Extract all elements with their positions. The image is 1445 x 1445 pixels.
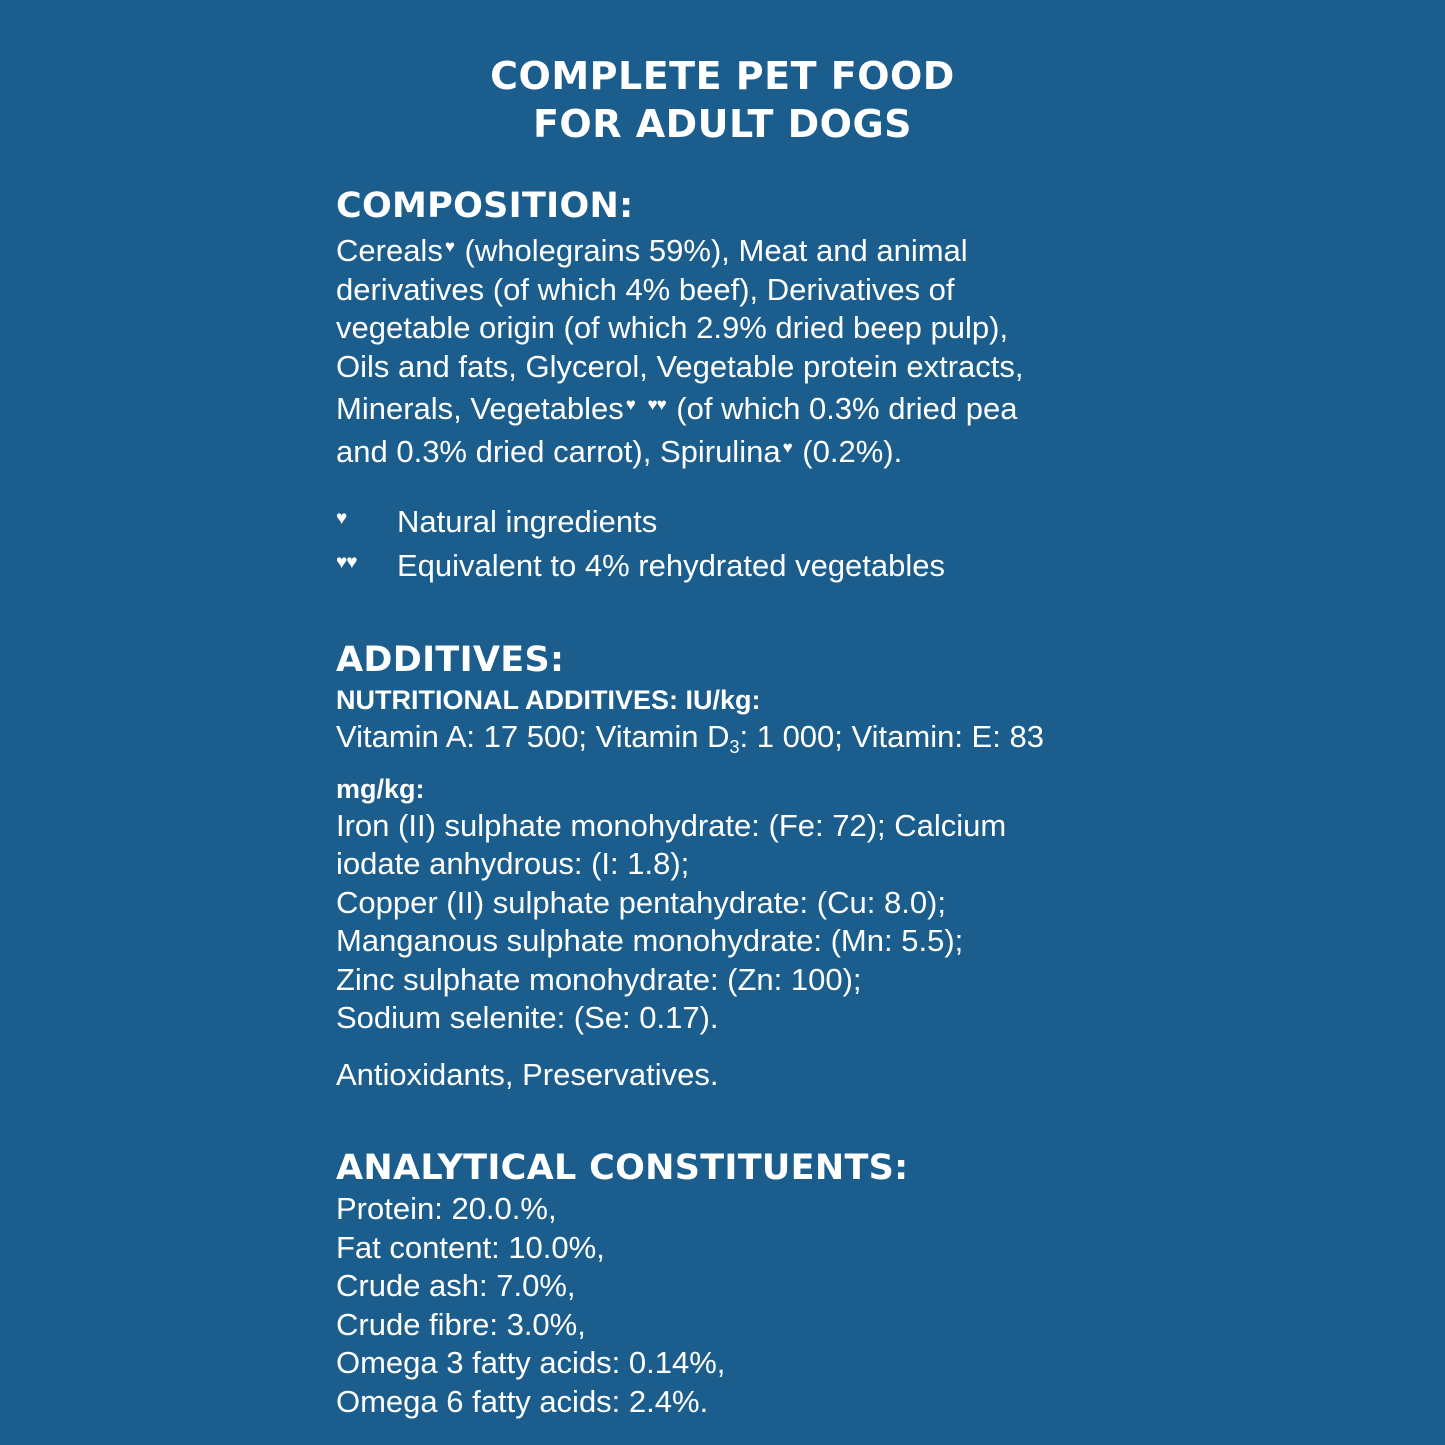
heart-icon: ♥	[625, 395, 635, 414]
nutritional-additives-heading: NUTRITIONAL ADDITIVES: IU/kg:	[336, 685, 761, 715]
page-title	[0, 52, 1445, 148]
mgkg-line: Copper (II) sulphate pentahydrate: (Cu: 8.0);	[336, 884, 946, 920]
footnote-text: Equivalent to 4% rehydrated vegetables	[397, 547, 946, 583]
mgkg-line: iodate anhydrous: (I: 1.8);	[336, 846, 690, 881]
composition-line: Minerals, Vegetables ♥ ♥♥ (of which 0.3% dried pea	[336, 386, 1336, 429]
footnotes	[336, 503, 1336, 590]
double-heart-icon: ♥♥	[336, 551, 357, 573]
mgkg-line: Zinc sulphate monohydrate: (Zn: 100);	[336, 961, 862, 997]
title-line-1: COMPLETE PET FOOD	[490, 54, 955, 98]
footnote-natural	[336, 503, 1336, 547]
analytical-heading: ANALYTICAL CONSTITUENTS:	[336, 1148, 909, 1188]
vitamins-line: Vitamin A: 17 500; Vitamin $D_3$: 1 000; Vitamin: E: 83	[336, 719, 1044, 757]
composition-line: Cereals ♥ (wholegrains 59%), Meat and animal	[336, 228, 1336, 271]
additives-heading: ADDITIVES:	[336, 640, 565, 680]
analytical-line: Omega 6 fatty acids: 2.4%.	[336, 1383, 709, 1419]
composition-heading: COMPOSITION:	[336, 186, 634, 226]
analytical-line: Fat content: 10.0%,	[336, 1229, 605, 1265]
mgkg-line: Manganous sulphate monohydrate: (Mn: 5.5);	[336, 923, 964, 958]
analytical-section	[336, 1146, 1336, 1421]
heart-icon: ♥	[782, 437, 792, 457]
additives-section	[336, 638, 1336, 1094]
composition-line: and 0.3% dried carrot), Spirulina ♥ (0.2%).	[336, 429, 1336, 472]
composition-section	[336, 184, 1336, 471]
heart-icon: ♥	[444, 237, 454, 256]
heart-icon: ♥	[336, 508, 347, 529]
analytical-line: Omega 3 fatty acids: 0.14%,	[336, 1345, 726, 1380]
analytical-line: Crude ash: 7.0%,	[336, 1268, 576, 1303]
mgkg-line: Iron (II) sulphate monohydrate: (Fe: 72); Calcium	[336, 807, 1007, 843]
composition-line: vegetable origin (of which 2.9% dried beep pulp),	[336, 310, 1009, 345]
title-line-2: FOR ADULT DOGS	[532, 102, 913, 146]
analytical-line: Crude fibre: 3.0%,	[336, 1306, 586, 1342]
analytical-line: Protein: 20.0.%,	[336, 1191, 557, 1226]
footnote-text: Natural ingredients	[397, 504, 658, 539]
composition-line: Oils and fats, Glycerol, Vegetable protein extracts,	[336, 348, 1024, 384]
composition-line: derivatives (of which 4% beef), Derivatives of	[336, 271, 955, 307]
mgkg-heading: mg/kg:	[336, 773, 425, 804]
footnote-rehydrated	[336, 547, 1336, 591]
mgkg-line: Sodium selenite: (Se: 0.17).	[336, 1000, 719, 1035]
label-content	[336, 184, 1336, 1421]
double-heart-icon: ♥♥	[647, 395, 666, 414]
other-additives: Antioxidants, Preservatives.	[336, 1056, 719, 1092]
